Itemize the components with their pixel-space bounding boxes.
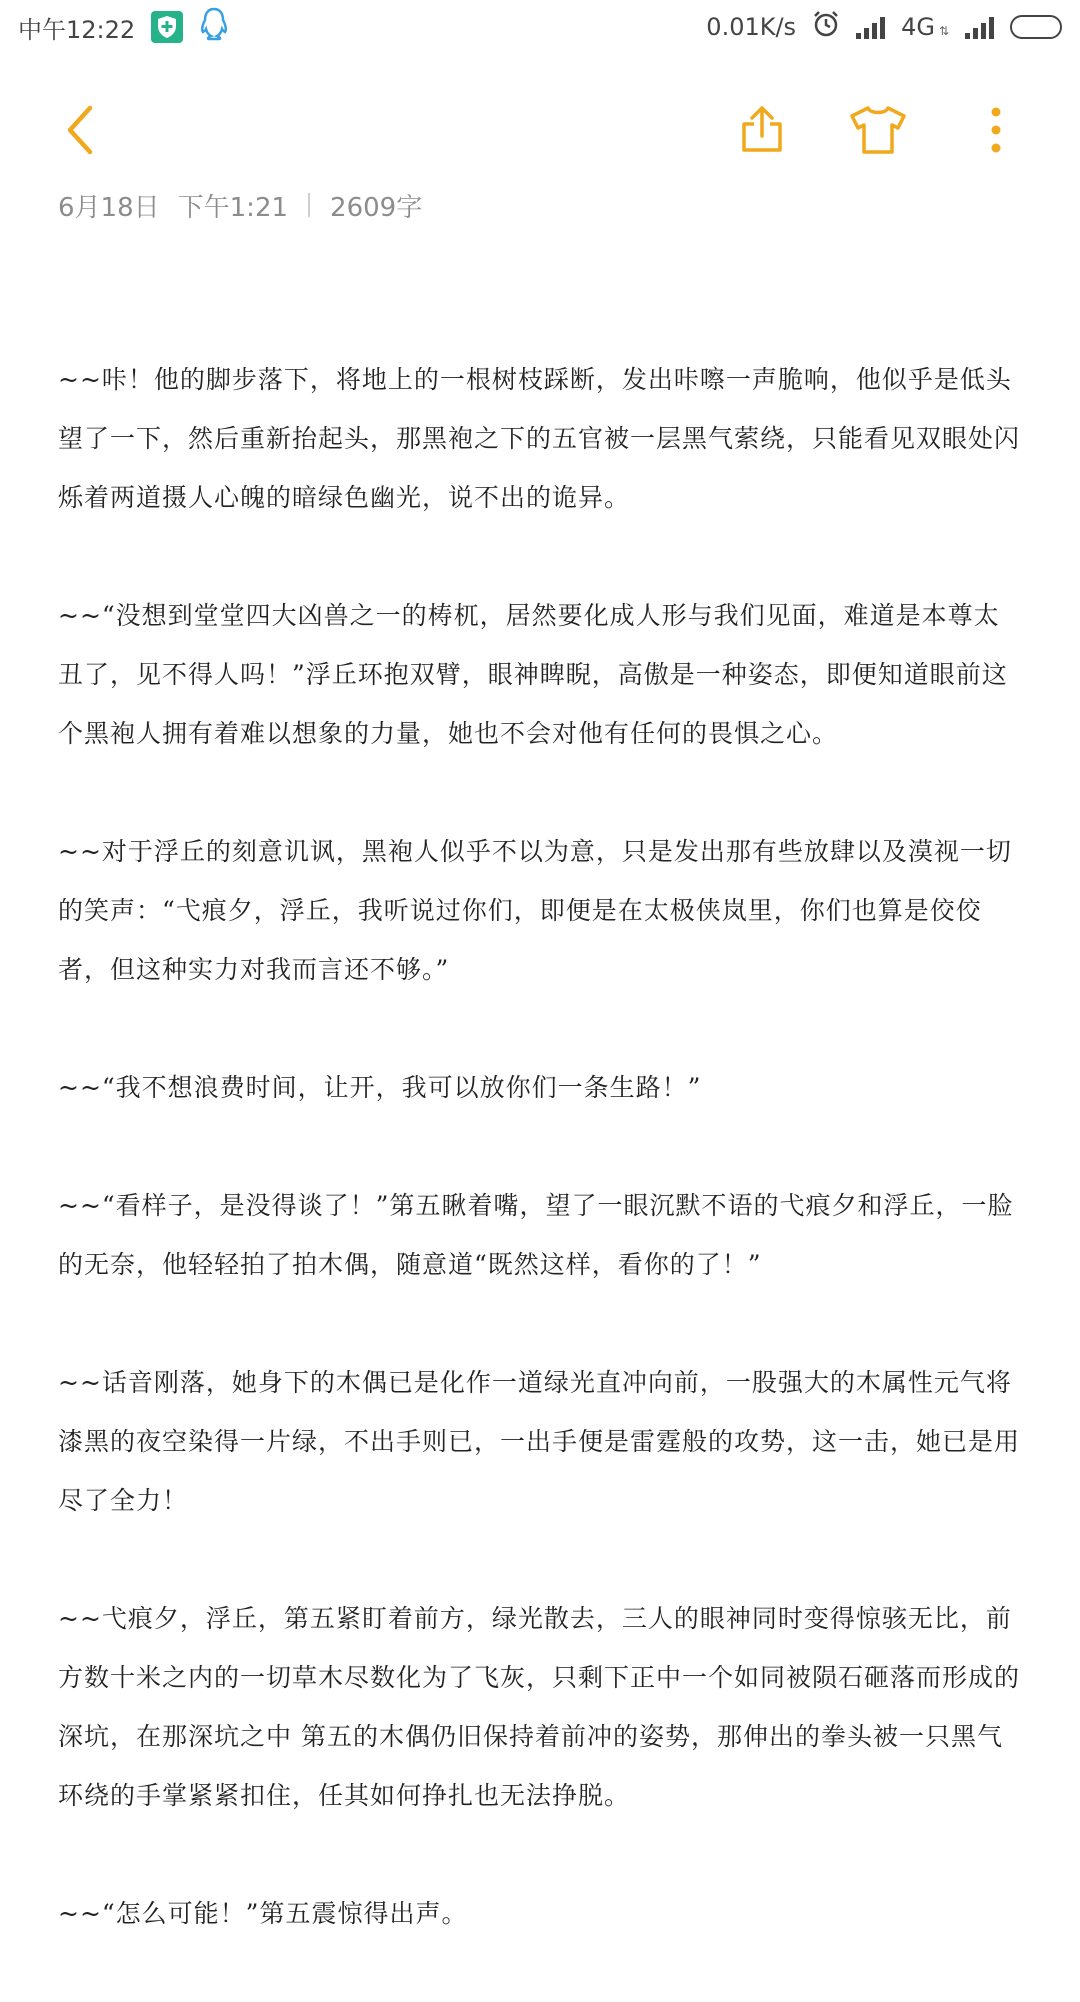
qq-penguin-icon (199, 7, 229, 47)
more-vertical-icon (990, 106, 1002, 154)
share-button[interactable] (726, 94, 798, 166)
more-menu-button[interactable] (960, 94, 1032, 166)
network-speed: 0.01K/s (706, 13, 797, 41)
paragraph: ~~对于浮丘的刻意讥讽，黑袍人似乎不以为意，只是发出那有些放肆以及漠视一切的笑声：“弋痕夕，浮丘，我听说过你们，即便是在太极侠岚里，你们也算是佼佼者，但这种实力对我而言还不够。” (58, 837, 1012, 984)
paragraph: ~~话音刚落，她身下的木偶已是化作一道绿光直冲向前，一股强大的木属性元气将漆黑的夜空染得一片绿，不出手则已，一出手便是雷霆般的攻势，这一击，她已是用尽了全力！ (58, 1368, 1021, 1515)
word-count: 2609字 (330, 192, 423, 223)
paragraph: ~~弋痕夕，浮丘，第五紧盯着前方，绿光散去，三人的眼神同时变得惊骇无比，前方数十米之内的一切草木尽数化为了飞灰，只剩下正中一个如同被陨石砸落而形成的深坑，在那深坑之中 第五的木偶仍旧保持着前冲的姿势，那伸出的拳头被一只黑气环绕的手掌紧紧扣住，任其如何挣扎也无法挣脱。 (58, 1604, 1021, 1810)
note-date: 6月18日 (58, 192, 160, 223)
note-meta (58, 185, 422, 225)
note-content[interactable] (58, 350, 1022, 2002)
share-icon (736, 104, 788, 156)
security-shield-icon (151, 11, 183, 43)
paragraph: ~~“没想到堂堂四大凶兽之一的梼杌，居然要化成人形与我们见面，难道是本尊太丑了，见不得人吗！”浮丘环抱双臂，眼神睥睨，高傲是一种姿态，即便知道眼前这个黑袍人拥有着难以想象的力量，她也不会对他有任何的畏惧之心。 (58, 601, 1008, 748)
alarm-clock-icon (812, 10, 840, 44)
back-button[interactable] (44, 94, 116, 166)
signal-strength-2-icon (965, 15, 994, 39)
data-transfer-icon: ⇅ (938, 24, 949, 38)
meta-divider (308, 193, 310, 217)
paragraph: ~~“怎么可能！”第五震惊得出声。 (58, 1899, 468, 1928)
paragraph: ~~咔！他的脚步落下，将地上的一根树枝踩断，发出咔嚓一声脆响，他似乎是低头望了一下，然后重新抬起头，那黑袍之下的五官被一层黑气萦绕，只能看见双眼处闪烁着两道摄人心魄的暗绿色幽光，说不出的诡异。 (58, 365, 1021, 512)
paragraph: ~~“我不想浪费时间，让开，我可以放你们一条生路！” (58, 1073, 702, 1102)
battery-icon (1010, 15, 1062, 39)
status-right (706, 10, 1062, 44)
status-bar (0, 0, 1080, 54)
network-type: 4G (901, 13, 935, 41)
status-left (18, 7, 229, 47)
chevron-left-icon (60, 102, 100, 158)
note-time: 下午1:21 (177, 192, 289, 223)
tshirt-icon (848, 104, 908, 156)
theme-skin-button[interactable] (842, 94, 914, 166)
signal-strength-icon (856, 15, 885, 39)
top-toolbar (0, 54, 1080, 184)
status-time: 中午12:22 (18, 15, 136, 44)
paragraph: ~~“看样子，是没得谈了！”第五瞅着嘴，望了一眼沉默不语的弋痕夕和浮丘，一脸的无奈，他轻轻拍了拍木偶，随意道“既然这样，看你的了！” (58, 1191, 1014, 1279)
